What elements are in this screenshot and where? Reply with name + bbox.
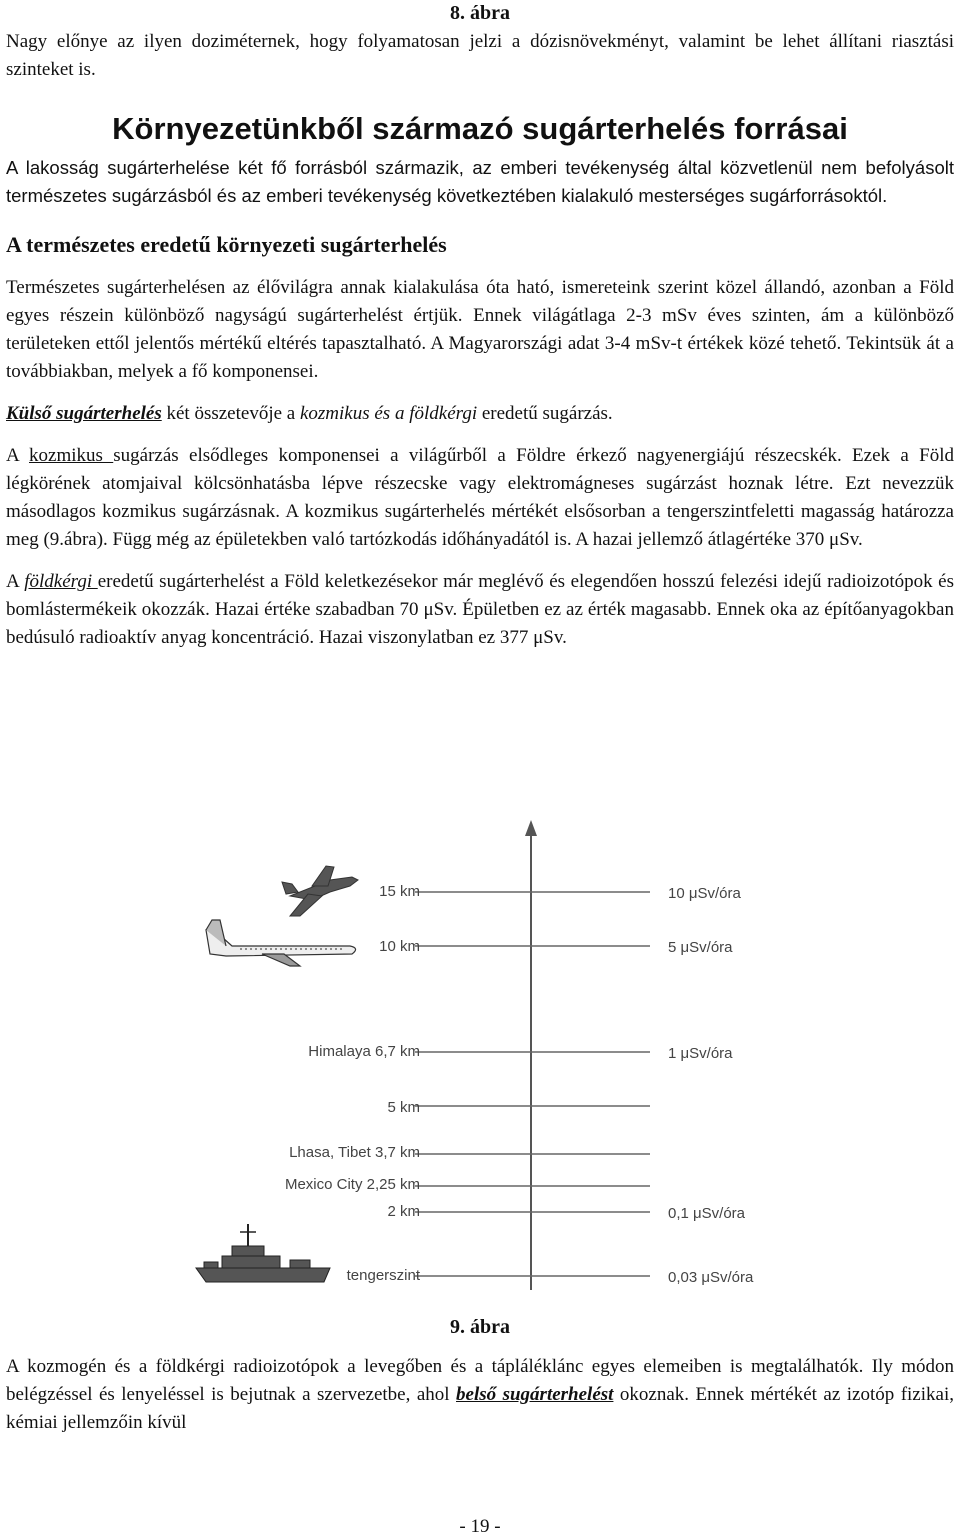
- altitude-dose-figure: [0, 820, 960, 1300]
- subsection-title: A természetes eredetű környezeti sugárterhelés: [6, 232, 447, 257]
- label-lhasa: Lhasa, Tibet 3,7 km: [289, 1144, 420, 1161]
- page-number: - 19 -: [459, 1516, 501, 1537]
- crustal-prefix: A: [6, 571, 25, 592]
- internal-text-before: A kozmogén és a földkérgi radioizotópok a levegőben és a tápláléklánc egyes elemeiben is megtalálhatók. Ily módon belégzéssel és lenyeléssel is bejutnak a szervezetbe, ahol: [6, 1356, 954, 1405]
- label-5km: 5 km: [387, 1099, 420, 1116]
- external-exposure-term: Külső sugárterhelés: [6, 403, 162, 424]
- figure-9-container: [6, 820, 954, 1437]
- figure-9-caption: 9. ábra: [450, 1316, 510, 1338]
- label-10km: 10 km: [379, 938, 420, 955]
- crustal-rest: eredetű sugárterhelést a Föld keletkezésekor már meglévő és elegendően hosszú felezési idejű radioizotópok és bomlástermékeik okozzák. Hazai értéke szabadban 70 μSv. Épületben ez az érték magasabb. Ennek oka az építőanyagokban bedúsuló radioaktív anyag koncentráció. Hazai viszonylatban ez 377 μSv.: [6, 571, 954, 648]
- figure-8-caption: 8. ábra: [450, 2, 510, 24]
- fighter-jet-icon: [282, 866, 358, 916]
- label-15km: 15 km: [379, 883, 420, 900]
- label-2km: 2 km: [387, 1203, 420, 1220]
- label-mexico: Mexico City 2,25 km: [284, 1176, 420, 1193]
- crustal-radiation-paragraph: [6, 568, 954, 652]
- internal-exposure-term: belső sugárterhelést: [456, 1384, 614, 1405]
- dose-label-5: 5 μSv/óra: [668, 939, 733, 956]
- intro-paragraph: Nagy előnye az ilyen doziméternek, hogy folyamatosan jelzi a dózisnövekményt, valamint be lehet állítani riasztási szinteket is.: [6, 31, 954, 80]
- dose-label-01: 0,1 μSv/óra: [668, 1205, 746, 1222]
- ship-icon: [196, 1224, 330, 1282]
- dose-label-10: 10 μSv/óra: [668, 885, 741, 902]
- altitude-dose-diagram: [0, 820, 960, 1300]
- cosmic-prefix: A: [6, 445, 30, 466]
- internal-text-after: okoznak. Ennek mértékét az izotóp fizikai, kémiai jellemzőin kívül: [6, 1384, 954, 1433]
- dose-label-1: 1 μSv/óra: [668, 1045, 733, 1062]
- crustal-term: földkérgi: [24, 571, 98, 592]
- external-italic-text: kozmikus és a földkérgi: [299, 403, 478, 424]
- document-page: [6, 0, 954, 652]
- internal-exposure-paragraph: [6, 1353, 954, 1437]
- cosmic-term: kozmikus: [29, 445, 114, 466]
- external-end-text: eredetű sugárzás.: [477, 403, 613, 424]
- external-middle-text: két összetevője a: [161, 403, 300, 424]
- cosmic-rest: sugárzás elsődleges komponensei a világűrből a Földre érkező nagyenergiájú részecskék. Ezek a Föld légkörének atomjaival kölcsönhatásba lépve részecske vagy elektromágneses sugárzást hoznak létre. Ezt nevezzük másodlagos kozmikus sugárzásnak. A kozmikus sugárterhelés mértékét elsősorban a tengerszintfeletti magasság határozza meg (9.ábra). Függ még az épületekben való tartózkodás időhányadától is. A hazai jellemző átlagértéke 370 μSv.: [6, 445, 954, 550]
- axis-arrow-icon: [525, 820, 537, 836]
- label-himalaya: Himalaya 6,7 km: [308, 1043, 420, 1060]
- label-sea-level: tengerszint: [346, 1267, 420, 1284]
- section-intro: A lakosság sugárterhelése két fő forrásból származik, az emberi tevékenység által közvetlenül nem befolyásolt természetes sugárzásból és az emberi tevékenység következtében kialakuló mesterséges sugárforrásoktól.: [6, 157, 954, 206]
- external-exposure-paragraph: [6, 400, 954, 428]
- airliner-icon: [206, 920, 356, 966]
- dose-label-003: 0,03 μSv/óra: [668, 1269, 754, 1286]
- natural-radiation-paragraph: Természetes sugárterhelésen az élővilágra annak kialakulása óta ható, ismereteink szerint közel állandó, azonban a Föld egyes részein különböző nagyságú sugárterhelést értjük. Ennek világátlaga 2-3 mSv éves szinten, ám a különböző területeken ettől jelentős mértékű eltérés tapasztalható. A Magyarországi adat 3-4 mSv-t értékek közé tehető. Tekintsük át a továbbiakban, melyek a fő komponensei.: [6, 277, 954, 382]
- cosmic-radiation-paragraph: [6, 442, 954, 554]
- section-title: Környezetünkből származó sugárterhelés forrásai: [112, 111, 848, 146]
